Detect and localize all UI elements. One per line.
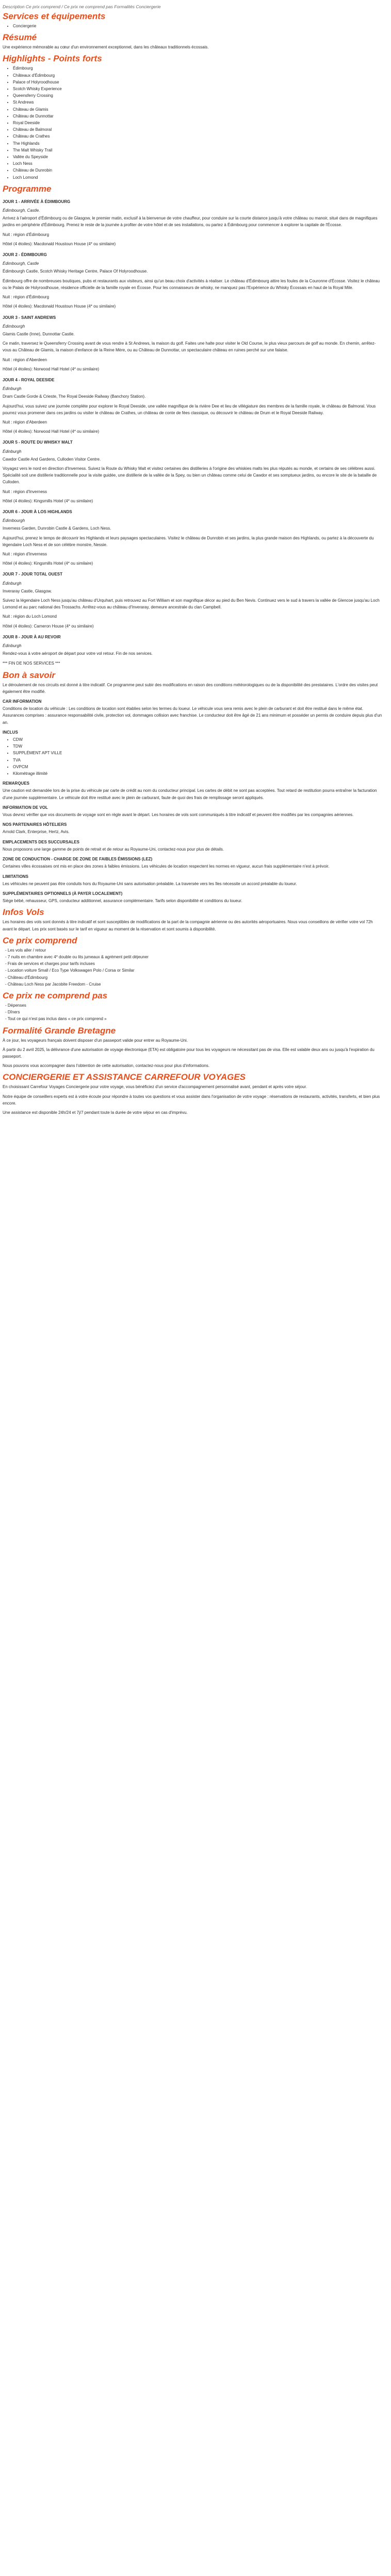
day-paragraph: Nuit : région d'Édimbourg xyxy=(3,232,50,237)
highlight-item: • Loch Ness xyxy=(13,160,383,167)
programme-footer-note: *** FIN DE NOS SERVICES *** xyxy=(3,661,60,666)
info-block-text: Nous proposons une large gamme de points de retrait et de retour au Royaume-Uni, contactez-nous pour plus de détails. xyxy=(3,846,224,852)
inclus-item: - 7 nuits en chambre avec 4* double ou lits jumeaux & agrément petit déjeuner xyxy=(5,954,383,960)
day-paragraph: Dram Castle Gorde & Crieste, The Royal Deeside Railway (Banchory Station). xyxy=(3,394,146,399)
day-place: Édinburgh xyxy=(3,643,22,649)
resume-text: Une expérience mémorable au cœur d'un environnement exceptionnel, dans les châteaux traditionnels écossais. xyxy=(3,45,209,50)
day-place: Édimbourgh xyxy=(3,518,25,523)
day-place: Édinburgh xyxy=(3,449,22,454)
inclus-list xyxy=(3,947,383,988)
conciergerie-section xyxy=(3,1083,383,1116)
inclus-item: - Location voiture Small / Eco Type Volkswagen Polo / Corsa or Similar xyxy=(5,967,383,974)
inclus-item: - Les vols aller / retour xyxy=(5,947,383,954)
highlight-item: • Édimbourg xyxy=(13,65,383,72)
highlight-item: • Château de Dunrobin xyxy=(13,167,383,174)
info-block-label: INFORMATION DE VOL xyxy=(3,805,48,810)
bon-a-savoir-section xyxy=(3,682,383,905)
info-block-text: Arnold Clark, Enterprise, Hertz, Avis. xyxy=(3,829,70,835)
non-inclus-item: - Dîners xyxy=(5,1009,383,1015)
day-paragraph: Hôtel (4 étoiles): Norwood Hall Hotel (4* ou similaire) xyxy=(3,366,100,371)
info-block-item: • Kilométrage illimité xyxy=(13,770,383,777)
highlight-item: • Château de Balmoral xyxy=(13,126,383,133)
resume-title: Résumé xyxy=(3,32,37,43)
inclus-title: Ce prix comprend xyxy=(3,935,77,945)
day-place: Édimbourgh, Castle. xyxy=(3,208,40,213)
highlight-item: • The Malt Whisky Trail xyxy=(13,147,383,154)
car-blocks xyxy=(3,729,383,904)
day-place: Édinburgh xyxy=(3,581,22,586)
day-paragraph: Arrivez à l'aéroport d'Édimbourg ou de Glasgow, le premier matin, exclusif à la bienvenue de votre chauffeur, pour conduire sur la courte distance jusqu'à votre château ou manoir, situé dans de magnifiques jardins en périphérie d'Édimbourg. Prenez le reste de la journée à profiter de votre hôtel et de ses installations, ou partez à Édimbourg pour commencer à explorer la capitale de l'Écosse. xyxy=(3,216,378,228)
non-inclus-item: - Tout ce qui n'est pas inclus dans « ce prix comprend » xyxy=(5,1015,383,1022)
info-block-item: • OVPCM xyxy=(13,764,383,770)
info-block-text: Siège bébé, rehausseur, GPS, conducteur additionnel, assurance complémentaire. Tarifs selon disponibilité et conditions du loueur. xyxy=(3,899,242,904)
conciergerie-paragraph: Notre équipe de conseillers experts est à votre écoute pour répondre à toutes vos questions et vous assister dans l'organisation de votre voyage : réservations de restaurants, activités, transferts, et bien plus encore. xyxy=(3,1094,380,1106)
day-paragraph: Inveraray Castle, Glasgow. xyxy=(3,588,52,594)
day-paragraph: Nuit : région d'Inverness xyxy=(3,551,47,556)
highlight-item: • Château de Glamis xyxy=(13,106,383,113)
highlight-item: • The Highlands xyxy=(13,140,383,147)
highlight-item: • St Andrews xyxy=(13,99,383,106)
formalites-title: Formalité Grande Bretagne xyxy=(3,1025,116,1036)
info-block-label: INCLUS xyxy=(3,730,18,735)
inclus-section xyxy=(3,947,383,988)
day-paragraph: Hôtel (4 étoiles): Kingsmills Hotel (4* ou similaire) xyxy=(3,561,93,566)
day-title: JOUR 2 - ÉDIMBOURG xyxy=(3,252,47,258)
day-paragraph: Glamis Castle (Inne), Dunnottar Castle. xyxy=(3,331,75,336)
day-paragraph: Hôtel (4 étoiles): Macdonald Houstoun House (4* ou similaire) xyxy=(3,241,116,246)
programme-footer xyxy=(3,660,383,667)
info-block-item: • SUPPLÉMENT APT VILLE xyxy=(13,750,383,756)
services-list xyxy=(3,23,383,29)
info-block-text: Vous devrez vérifier que vos documents de voyage sont en règle avant le départ. Les horaires de vols sont communiqués à titre indicatif et peuvent être modifiés par les compagnies aériennes. xyxy=(3,812,354,818)
vols-section xyxy=(3,919,383,932)
highlights-title: Highlights - Points forts xyxy=(3,54,102,64)
page xyxy=(0,0,386,1134)
day-paragraph: Inverness Garden, Dunrobin Castle & Gardens, Loch Ness. xyxy=(3,526,111,531)
day-paragraph: Nuit : région du Loch Lomond xyxy=(3,614,57,619)
highlight-item: • Châteaux d'Édimbourg xyxy=(13,72,383,79)
header-line: Description Ce prix comprend / Ce prix ne comprend pas Formalités Conciergerie xyxy=(3,4,161,9)
conciergerie-paragraph: Une assistance est disponible 24h/24 et 7j/7 pendant toute la durée de votre séjour en cas d'imprévu. xyxy=(3,1110,188,1115)
day-title: JOUR 4 - ROYAL DEESIDE xyxy=(3,377,55,382)
non-inclus-title: Ce prix ne comprend pas xyxy=(3,990,108,1001)
highlight-item: • Château de Crathes xyxy=(13,133,383,140)
non-inclus-section xyxy=(3,1002,383,1023)
day-paragraph: Nuit : région d'Inverness xyxy=(3,489,47,494)
services-item: • Conciergerie xyxy=(13,23,383,29)
day-paragraph: Édimbourg offre de nombreuses boutiques, pubs et restaurants aux visiteurs, ainsi qu'un beau choix d'activités à réaliser. Le château d'Édimbourg attire les foules de la Couronne d'Écosse. Visitez le château ou le Palais de Holyroodhouse, résidence officielle de la famille royale en Écosse. Pour les connaisseurs de whisky, ne manquez pas l'Expérience du Whisky Écossais en haut de la Royal Mile. xyxy=(3,278,380,290)
day-place: Édinburgh xyxy=(3,386,22,392)
info-block-list xyxy=(3,736,383,777)
day-paragraph: Aujourd'hui, prenez le temps de découvrir les Highlands et leurs paysages spectaculaires. Visitez le château de Dunrobin et ses jardins, la plus grande maison des Highlands, ou partez à la découverte du légendaire Loch Ness et de son célèbre monstre, Nessie. xyxy=(3,535,374,547)
day-paragraph: Nuit : région d'Édimbourg xyxy=(3,295,50,300)
inclus-item: - Château Loch Ness par Jacobite Freedom - Cruise xyxy=(5,981,383,988)
info-block-label: NOS PARTENAIRES HÔTELIERS xyxy=(3,822,67,827)
day-paragraph: Édimbourgh Castle, Scotch Whisky Heritage Centre, Palace Of Holyroodhouse. xyxy=(3,269,148,274)
resume-section xyxy=(3,44,383,50)
inclus-item: - Frais de services et charges pour tarifs incluses xyxy=(5,960,383,967)
info-block-item: • TDW xyxy=(13,743,383,750)
day-paragraph: Nuit : région d'Aberdeen xyxy=(3,419,47,425)
day-place: Édimbourgh, Castle xyxy=(3,261,39,266)
info-block-label: EMPLACEMENTS DES SUCCURSALES xyxy=(3,839,79,844)
non-inclus-list xyxy=(3,1002,383,1023)
programme-section xyxy=(3,198,383,657)
car-information-title: CAR INFORMATION xyxy=(3,699,42,704)
highlight-item: • Palace of Holyroodhouse xyxy=(13,79,383,86)
formalites-paragraph: Nous pouvons vous accompagner dans l'obtention de cette autorisation, contactez-nous pour plus d'informations. xyxy=(3,1063,210,1069)
formalites-paragraph: À ce jour, les voyageurs français doivent disposer d'un passeport valide pour entrer au Royaume-Uni. xyxy=(3,1038,188,1043)
day-title: JOUR 5 - ROUTE DU WHISKY MALT xyxy=(3,440,73,445)
day-title: JOUR 1 - ARRIVÉE À ÉDIMBOURG xyxy=(3,199,71,204)
services-section xyxy=(3,23,383,29)
vols-text: Les horaires des vols sont donnés à titre indicatif et sont susceptibles de modifications de la part de la compagnie aérienne ou des autorités aéroportuaires. Nous vous conseillons de vérifier votre vol 72h avant le départ. Les prix sont basés sur le tarif en vigueur au moment de la réservation et sont soumis à disponibilité. xyxy=(3,920,373,931)
info-block-item: • TVA xyxy=(13,757,383,764)
day-title: JOUR 3 - SAINT ANDREWS xyxy=(3,315,56,320)
highlight-item: • Royal Deeside xyxy=(13,120,383,126)
day-title: JOUR 7 - JOUR TOTAL OUEST xyxy=(3,572,63,577)
non-inclus-item: - Dépenses xyxy=(5,1002,383,1009)
highlights-list xyxy=(3,65,383,180)
highlight-item: • Queensferry Crossing xyxy=(13,92,383,99)
conciergerie-paragraph: En choisissant Carrefour Voyages Conciergerie pour votre voyage, vous bénéficiez d'un service d'accompagnement personnalisé avant, pendant et après votre séjour. xyxy=(3,1084,307,1090)
day-paragraph: Voyagez vers le nord en direction d'Inverness. Suivez la Route du Whisky Malt et visitez certaines des distilleries à l'origine des whiskies malts les plus réputés au monde, et certains de ses célèbres aussi. Spécialité soit une distillerie traditionnelle pour la visite guidée, une distillerie de la vallée de la Spey, ou bien un château comme celui de Cawdor et ses somptueux jardins, ou encore le site de la bataille de Culloden. xyxy=(3,466,377,485)
info-block-item: • CDW xyxy=(13,736,383,743)
day-title: JOUR 8 - JOUR À AU REVOIR xyxy=(3,634,61,639)
day-paragraph: Hôtel (4 étoiles): Kingsmills Hotel (4* ou similaire) xyxy=(3,498,93,503)
day-paragraph: Aujourd'hui, vous suivez une journée complète pour explorer le Royal Deeside, une vallée magnifique de la rivière Dee et lieu de villégiature des membres de la famille royale, le château de Balmoral. Vous pourrez vous promener dans ces jardins ou visiter le château de Crathes, un château de conte de fées classique, ou découvrir le château de Drum et le Royal Deeside Railway. xyxy=(3,403,376,415)
conciergerie-title: CONCIERGERIE ET ASSISTANCE CARREFOUR VOYAGES xyxy=(3,1072,246,1082)
bon-a-savoir-title: Bon à savoir xyxy=(3,670,56,680)
info-block-label: SUPPLÉMENTAIRES OPTIONNELS (À PAYER LOCALEMENT) xyxy=(3,891,123,896)
formalites-section xyxy=(3,1037,383,1070)
highlight-item: • Loch Lomond xyxy=(13,174,383,181)
highlight-item: • Vallée du Speyside xyxy=(13,154,383,160)
inclus-item: - Château d'Édimbourg xyxy=(5,974,383,981)
highlights-section xyxy=(3,65,383,180)
day-paragraph: Hôtel (4 étoiles): Norwood Hall Hotel (4* ou similaire) xyxy=(3,429,100,434)
info-block-text: Certaines villes écossaises ont mis en place des zones à faibles émissions. Les véhicules de location respectent les normes en vigueur, aucun frais supplémentaire n'est à prévoir. xyxy=(3,864,330,869)
day-paragraph: Hôtel (4 étoiles): Cameron House (4* ou similaire) xyxy=(3,623,94,629)
day-title: JOUR 6 - JOUR À LOS HIGHLANDS xyxy=(3,509,72,514)
info-block-text: Une caution est demandée lors de la prise du véhicule par carte de crédit au nom du conducteur principal. Les cartes de débit ne sont pas acceptées. Tout retard de restitution pourra entraîner la facturation d'une journée supplémentaire. Le véhicule doit être restitué avec le plein de carburant, faute de quoi des frais de remplissage seront appliqués. xyxy=(3,788,377,800)
day-paragraph: Suivez la légendaire Loch Ness jusqu'au château d'Urquhart, puis retrouvez au Fort William et son magnifique décor au pied du Ben Nevis. Continuez vers le sud à travers la vallée de Glencoe jusqu'au Loch Lomond et au parc national des Trossachs. Arrêtez-vous au château d'Inveraray, demeure ancestrale du clan Campbell. xyxy=(3,598,380,610)
formalites-paragraph: À partir du 2 avril 2025, la délivrance d'une autorisation de voyage électronique (ETA) est obligatoire pour tous les voyageurs ne nécessitant pas de visa. Elle est valable deux ans ou jusqu'à l'expiration du passeport. xyxy=(3,1047,374,1059)
highlight-item: • Scotch Whisky Experience xyxy=(13,86,383,92)
car-information-text: Conditions de location du véhicule : Les conditions de location sont établies selon les termes du loueur. Le véhicule vous sera remis avec le plein de carburant et doit être restitué dans le même état. Assurances comprises : assurance responsabilité civile, protection vol, dommages collision avec franchise. Le conducteur doit être âgé de 21 ans minimum et posséder un permis de conduire depuis plus d'un an. xyxy=(3,706,382,725)
day-paragraph: Cawdor Castle And Gardens, Culloden Visitor Centre. xyxy=(3,456,101,462)
info-block-text: Les véhicules ne peuvent pas être conduits hors du Royaume-Uni sans autorisation préalable. La traversée vers les îles nécessite un accord préalable du loueur. xyxy=(3,881,297,886)
day-paragraph: Hôtel (4 étoiles): Macdonald Houstoun House (4* ou similaire) xyxy=(3,304,116,309)
day-paragraph: Rendez-vous à votre aéroport de départ pour votre vol retour. Fin de nos services. xyxy=(3,651,153,656)
day-place: Édimbourgh xyxy=(3,324,25,329)
vols-title: Infos Vols xyxy=(3,907,44,918)
info-block-label: ZONE DE CONDUCTION - CHARGE DE ZONE DE FAIBLES ÉMISSIONS (LEZ) xyxy=(3,857,153,862)
info-block-label: LIMITATIONS xyxy=(3,874,28,879)
day-paragraph: Nuit : région d'Aberdeen xyxy=(3,357,47,362)
highlight-item: • Château de Dunnottar xyxy=(13,113,383,120)
bon-a-savoir-intro: Le déroulement de nos circuits est donné à titre indicatif. Ce programme peut subir des modifications en raison des conditions météorologiques ou de la disponibilité des prestataires. L'ordre des visites peut également être modifié. xyxy=(3,682,378,694)
programme-title: Programme xyxy=(3,183,52,194)
services-title: Services et équipements xyxy=(3,11,106,21)
info-block-label: REMARQUES xyxy=(3,781,30,786)
day-paragraph: Ce matin, traversez le Queensferry Crossing avant de vous rendre à St Andrews, la maison du golf. Faites une halte pour visiter le Old Course, le plus vieux parcours de golf au monde. En chemin, arrêtez-vous au Château de Glamis, la maison d'enfance de la Reine Mère, ou au Château de Dunnottar, un spectaculaire château en ruines perché sur une falaise. xyxy=(3,341,376,353)
